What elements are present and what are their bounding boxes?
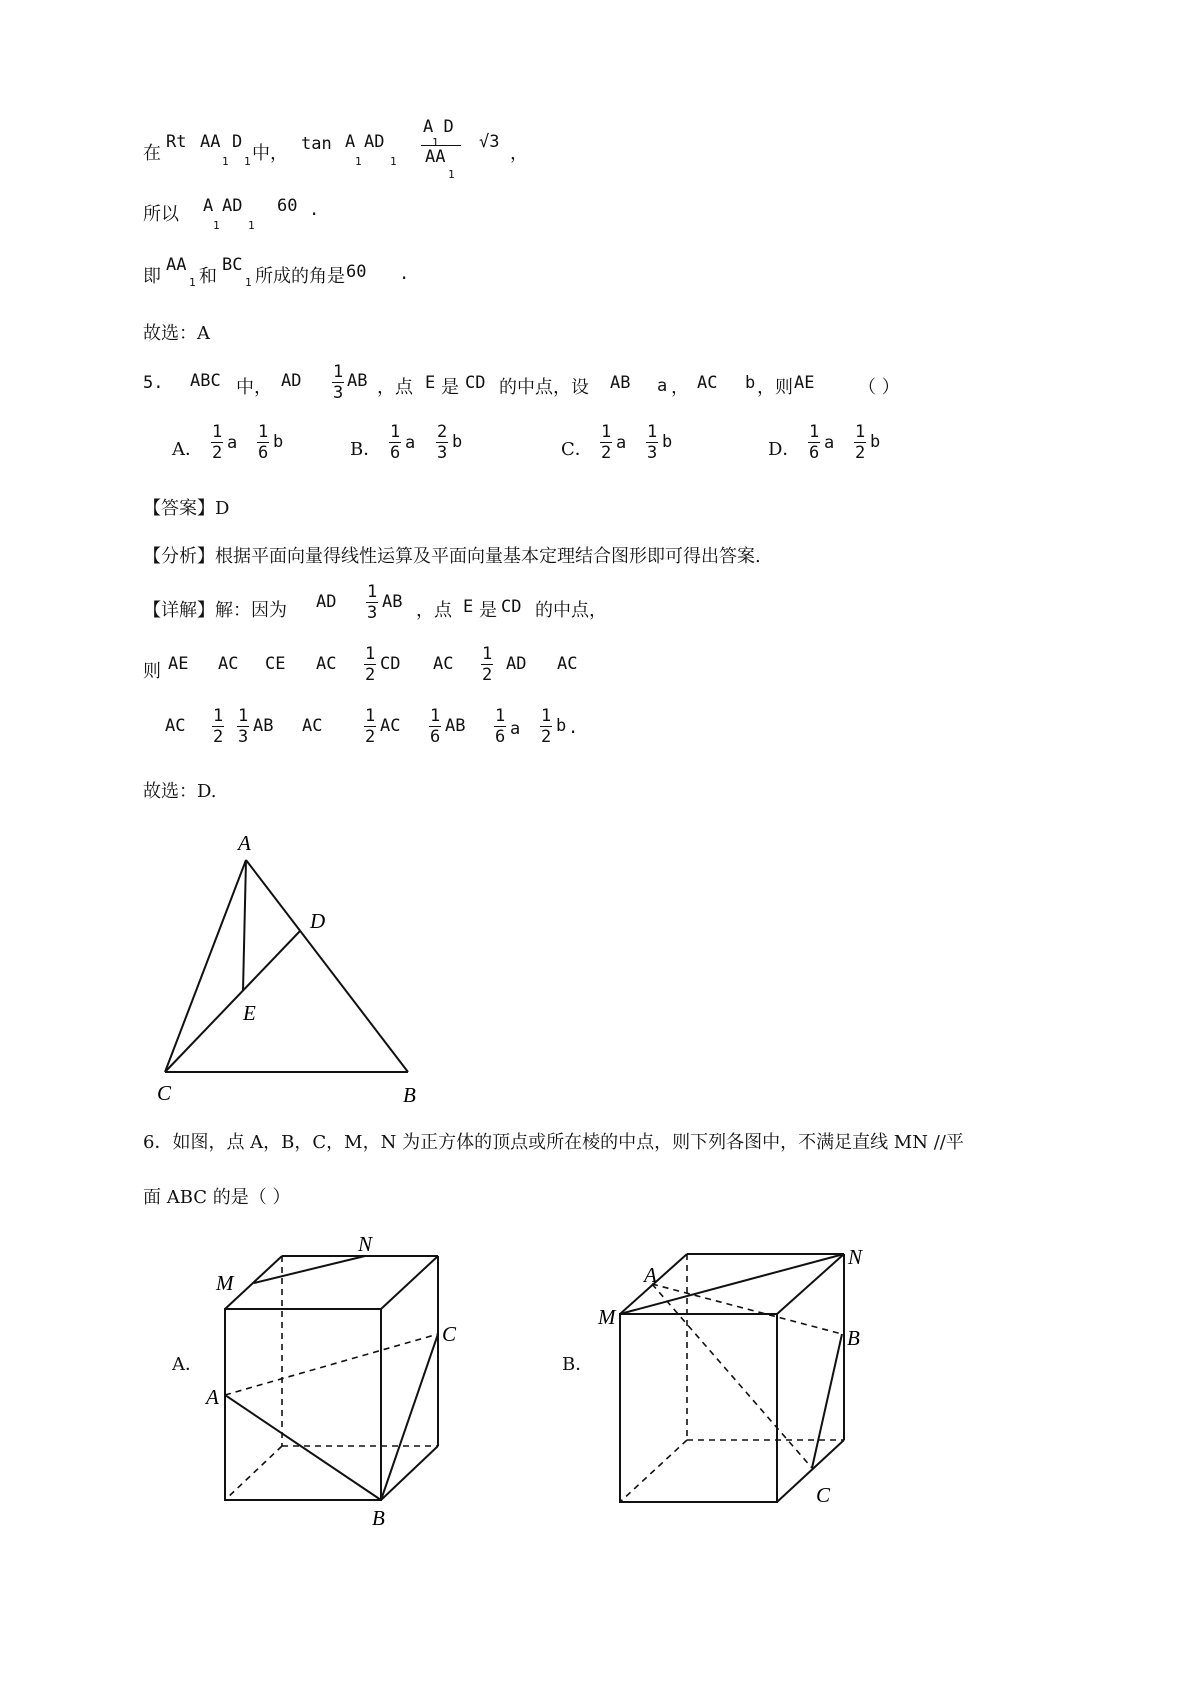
math: AD (316, 592, 337, 612)
math: a (405, 433, 416, 453)
fraction: $\frac{1}{6}$ (390, 422, 401, 463)
text: ， (671, 377, 689, 398)
math: AD (281, 371, 302, 391)
fraction: $\frac{1}{2}$ (541, 706, 552, 747)
text: 中， (236, 377, 272, 398)
math: AD (222, 196, 243, 216)
text: 中， (252, 143, 288, 164)
math: b (745, 373, 756, 393)
math: AE (168, 654, 189, 674)
q5-analysis: 【分析】根据平面向量得线性运算及平面向量基本定理结合图形即可得出答案. (143, 546, 761, 567)
text: 的中点，设 (499, 377, 589, 398)
fraction: $\frac{1}{2}$ (855, 422, 866, 463)
front-face (225, 1309, 381, 1500)
option-label: C． (561, 439, 593, 460)
fraction: $\frac{1}{2}$ (601, 422, 612, 463)
segment-ac (225, 1334, 438, 1395)
fraction: $\frac{1}{2}$ (213, 706, 224, 747)
text: ，点 (416, 600, 452, 621)
math: √3 (479, 132, 500, 152)
text: 是 (479, 600, 497, 621)
math: AA (200, 132, 221, 152)
option-label: A． (172, 439, 203, 460)
text: 的中点， (535, 600, 607, 621)
point-a-label: A (238, 831, 251, 855)
math: AC (316, 654, 337, 674)
math: CE (265, 654, 286, 674)
math: a (657, 376, 668, 396)
segment-mn (254, 1256, 365, 1283)
text: （ ） (858, 377, 900, 398)
segment-ae (243, 860, 246, 991)
subscript: 1 (355, 155, 362, 168)
fraction: $\frac{1}{3}$ (238, 706, 249, 747)
point-c-label: C (157, 1081, 172, 1105)
math: a (510, 719, 521, 739)
math: AD (506, 654, 527, 674)
point-n-label: N (848, 1245, 863, 1269)
math: . (309, 200, 320, 220)
fraction: $\frac{1}{6}$ (430, 706, 441, 747)
fraction: $\frac{1}{2}$ (365, 644, 376, 685)
front-face (620, 1314, 777, 1502)
subscript: 1 (390, 155, 397, 168)
subscript: 1 (244, 155, 251, 168)
math: AC (380, 716, 401, 736)
math: AC (218, 654, 239, 674)
math: a (616, 433, 627, 453)
subscript: 1 (222, 155, 229, 168)
math: AB (347, 371, 368, 391)
fraction: $\frac{1}{6}$ (258, 422, 269, 463)
math: AD (364, 132, 385, 152)
cube-figure-b (590, 1230, 890, 1507)
option-label: D． (768, 439, 801, 460)
point-b-label: B (847, 1326, 860, 1350)
math: AA (166, 255, 187, 275)
point-d-label: D (310, 909, 326, 933)
segment-cd (165, 931, 300, 1072)
fraction: $\frac{1}{6}$ (809, 422, 820, 463)
math: a (824, 433, 835, 453)
text: 在 (143, 143, 161, 164)
math: AE (794, 373, 815, 393)
subscript: 1 (213, 219, 220, 232)
math: E (425, 373, 436, 393)
edge-ab (246, 860, 408, 1072)
math: b (452, 432, 463, 452)
point-m-label: M (598, 1305, 616, 1329)
fraction: $\frac{1}{3}$ (647, 422, 658, 463)
math: AC (697, 373, 718, 393)
segment-ab (652, 1284, 842, 1334)
fraction: $\frac{2}{3}$ (437, 422, 448, 463)
option-label: B． (350, 439, 382, 460)
q6-figure-b-label[interactable]: B． (562, 1354, 594, 1375)
math: b (662, 432, 673, 452)
point-m-label: M (216, 1271, 234, 1295)
math: AA (425, 147, 446, 167)
text: 所以 (143, 204, 179, 225)
math: b (273, 432, 284, 452)
text: ，则 (757, 377, 793, 398)
math: . (568, 718, 579, 738)
math: CD (465, 373, 486, 393)
text: ， (510, 143, 528, 164)
segment-bc (812, 1334, 842, 1468)
math: ABC (190, 371, 221, 391)
math: AB (445, 716, 466, 736)
math: 60 (277, 196, 298, 216)
point-e-label: E (243, 1001, 256, 1025)
math: . (399, 264, 410, 284)
fraction: $\frac{1}{3}$ (333, 362, 344, 403)
subscript: 1 (245, 276, 252, 289)
subscript: 1 (448, 168, 455, 181)
fraction: $\frac{1}{2}$ (212, 422, 223, 463)
math: A (345, 132, 356, 152)
text: 和 (199, 266, 217, 287)
math: b (870, 432, 881, 452)
fraction-bar (421, 145, 461, 146)
q5-conclusion: 故选：D. (143, 781, 217, 802)
point-a-label: A (206, 1385, 219, 1409)
text: 则 (143, 661, 161, 682)
math: AC (433, 654, 454, 674)
subscript: 1 (432, 136, 439, 149)
point-c-label: C (816, 1483, 831, 1507)
text: 是 (441, 377, 459, 398)
q6-figure-a-label[interactable]: A． (172, 1354, 203, 1375)
text: 所成的角是 (255, 266, 345, 287)
math: AB (610, 373, 631, 393)
point-c-label: C (442, 1322, 457, 1346)
math: Rt (166, 132, 187, 152)
q5-answer: 【答案】D (143, 498, 230, 519)
subscript: 1 (248, 219, 255, 232)
text: 【详解】解：因为 (143, 600, 287, 621)
segment-ab (225, 1395, 381, 1500)
point-b-label: B (403, 1083, 416, 1107)
math: b (556, 716, 567, 736)
math: AB (382, 592, 403, 612)
text: ，点 (377, 377, 413, 398)
fraction: $\frac{1}{2}$ (482, 644, 493, 685)
math: E (463, 597, 474, 617)
math: AC (557, 654, 578, 674)
math: A (203, 196, 214, 216)
math: CD (501, 597, 522, 617)
point-a-label: A (644, 1263, 657, 1287)
q6-stem-line-1: 6．如图，点 A，B，C，M，N 为正方体的顶点或所在棱的中点，则下列各图中，不满足直线 MN //平 (143, 1132, 964, 1153)
math: A D (423, 117, 454, 137)
math: tan (301, 134, 332, 154)
math: AC (302, 716, 323, 736)
point-n-label: N (358, 1232, 373, 1256)
math: 60 (346, 262, 367, 282)
cube-figure-a (200, 1230, 480, 1530)
fraction: $\frac{1}{3}$ (367, 582, 378, 623)
math: AB (253, 716, 274, 736)
q6-stem-line-2: 面 ABC 的是（ ） (143, 1187, 291, 1208)
math: BC (222, 255, 243, 275)
text: 即 (143, 266, 161, 287)
math: a (227, 433, 238, 453)
question-number: 5. (143, 373, 164, 393)
fraction: $\frac{1}{2}$ (365, 706, 376, 747)
segment-bc (381, 1334, 438, 1500)
triangle-figure (150, 820, 450, 1110)
subscript: 1 (189, 276, 196, 289)
prev-conclusion: 故选：A (143, 323, 210, 344)
math: D (232, 132, 243, 152)
math: CD (380, 654, 401, 674)
point-b-label: B (372, 1506, 385, 1530)
edge-ac (165, 860, 246, 1072)
fraction: $\frac{1}{6}$ (495, 706, 506, 747)
math: AC (165, 716, 186, 736)
